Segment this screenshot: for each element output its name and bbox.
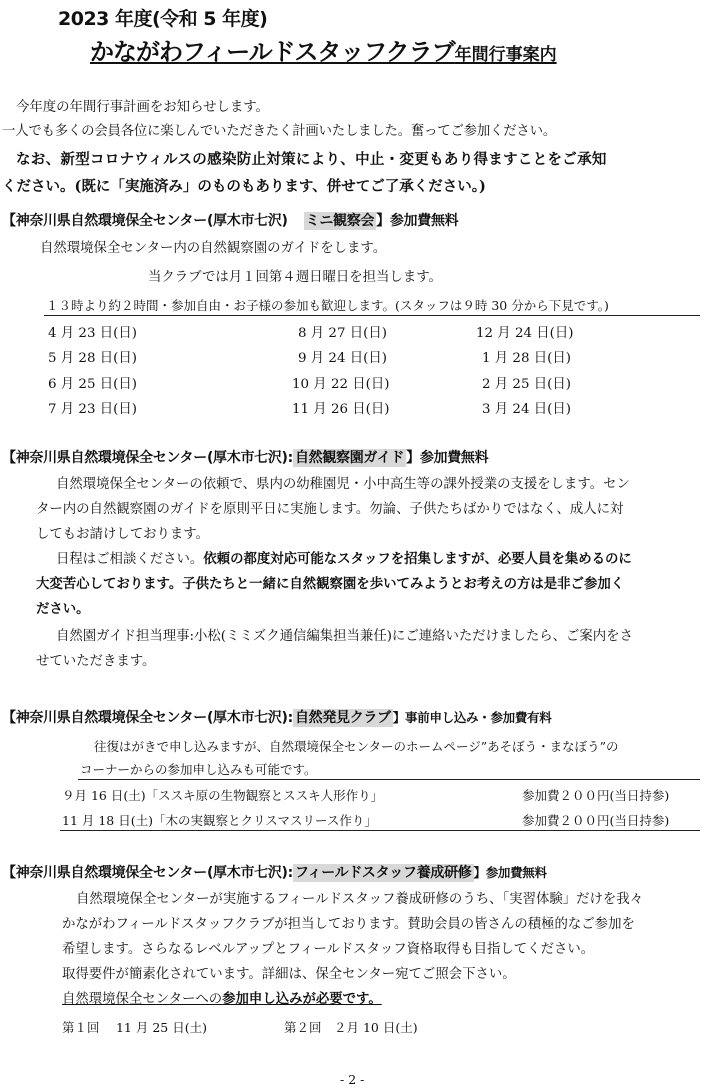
intro-line-3: なお、新型コロナウィルスの感染防止対策により、中止・変更もあり得ますことをご承知: [16, 151, 607, 168]
session-1: 第１回 11 月 25 日(土): [62, 1020, 207, 1035]
section2-line-6: ださい。: [36, 601, 90, 617]
section3-header-highlight: 自然発見クラブ: [294, 710, 391, 726]
intro-line-2: 一人でも多くの会員各位に楽しんでいただきたく計画いたしました。奮ってご参加ください。: [2, 124, 557, 139]
section1-line-3: １３時より約２時間・参加自由・お子様の参加も歓迎します。(スタッフは９時 30 分から下見です。): [46, 298, 609, 313]
section4-line-4: 取得要件が簡素化されています。詳細は、保全センター宛てご照会下さい。: [62, 967, 516, 982]
date-cell: 7 月 23 日(日): [48, 402, 137, 417]
section3-header-post: 】事前申し込み・参加費有料: [392, 710, 552, 725]
intro-line-4: ください。(既に「実施済み」のものもあります、併せてご了承ください。): [2, 178, 486, 195]
divider: [78, 779, 700, 780]
divider: [44, 315, 700, 316]
date-cell: 3 月 24 日(日): [482, 402, 571, 417]
section2-line-4a: 日程はご相談ください。: [56, 552, 204, 567]
date-cell: 2 月 25 日(日): [482, 377, 571, 392]
section4-line-5a: 自然環境保全センターへの: [62, 992, 223, 1007]
section-header-nature-club: [2, 707, 551, 727]
section3-line-2: コーナーからの参加申し込みも可能です。: [80, 762, 317, 777]
page-title: [90, 32, 557, 67]
club-name: かながわフィールドスタッフクラブ: [90, 38, 455, 66]
section4-header-post: 】参加費無料: [473, 865, 547, 880]
section2-line-5: 大変苦心しております。子供たちと一緒に自然観察園を歩いてみようとお考えの方は是非ご参加く: [36, 576, 625, 592]
section2-header-pre: 【神奈川県自然環境保全センター(厚木市七沢):: [2, 450, 293, 466]
date-cell: 11 月 26 日(日): [292, 402, 390, 417]
section2-line-3: してもお請けしております。: [36, 527, 210, 542]
section4-line-3: 希望します。さらなるレベルアップとフィールドスタッフ資格取得も目指してください。: [62, 942, 595, 957]
section4-header-pre: 【神奈川県自然環境保全センター(厚木市七沢):: [2, 865, 293, 881]
date-cell: 10 月 22 日(日): [292, 377, 390, 392]
section4-line-5b: 参加申し込みが必要です。: [222, 991, 382, 1007]
event-date: ９月 16 日(土)「ススキ原の生物観察とススキ人形作り」: [62, 788, 384, 803]
fiscal-year-title: 2023 年度(令和 5 年度): [58, 8, 268, 30]
section-header-mini-observation: [2, 210, 458, 230]
section2-header-post: 】参加費無料: [406, 450, 489, 466]
section1-line-2: 当クラブでは月１回第４週日曜日を担当します。: [148, 270, 442, 285]
section4-header-highlight: フィールドスタッフ養成研修: [294, 865, 472, 881]
section3-header-pre: 【神奈川県自然環境保全センター(厚木市七沢):: [2, 710, 293, 726]
session-2: 第２回 ２月 10 日(土): [284, 1020, 418, 1035]
intro-line-1: 今年度の年間行事計画をお知らせします。: [16, 100, 269, 115]
event-fee: 参加費２００円(当日持参): [522, 788, 670, 803]
section-header-garden-guide: [2, 447, 488, 467]
section1-header-highlight: ミニ観察会: [305, 213, 375, 229]
event-date: 11 月 18 日(土)「木の実観察とクリスマスリース作り」: [62, 813, 377, 828]
section4-line-5: [62, 993, 382, 1006]
section2-line-8: せていただきます。: [36, 654, 156, 669]
section2-line-1: 自然環境保全センターの依頼で、県内の幼稚園児・小中高生等の課外授業の支援をします。セン: [56, 477, 630, 492]
section1-header-pre: 【神奈川県自然環境保全センター(厚木市七沢): [2, 213, 288, 229]
date-cell: 4 月 23 日(日): [48, 326, 137, 341]
section2-line-2: ター内の自然観察園のガイドを原則平日に実施します。勿論、子供たちばかりではなく、成人に対: [36, 502, 624, 517]
section3-line-1: 往復はがきで申し込みますが、自然環境保全センターのホームページ”あそぼう・まなぼう”の: [94, 739, 619, 754]
divider: [60, 830, 700, 831]
section-header-staff-training: [2, 862, 547, 882]
section1-header-post: 】参加費無料: [376, 213, 459, 229]
section1-line-1: 自然環境保全センター内の自然観察園のガイドをします。: [40, 241, 387, 256]
section4-line-1: 自然環境保全センターが実施するフィールドスタッフ養成研修のうち、「実習体験」だけを我々: [76, 892, 644, 907]
date-cell: 8 月 27 日(日): [298, 326, 387, 341]
date-cell: 6 月 25 日(日): [48, 377, 137, 392]
title-suffix: 年間行事案内: [454, 45, 557, 65]
date-cell: 12 月 24 日(日): [476, 326, 574, 341]
date-cell: 5 月 28 日(日): [48, 351, 137, 366]
page-number: - 2 -: [340, 1072, 365, 1087]
section2-header-highlight: 自然観察園ガイド: [294, 450, 405, 466]
section2-line-4: [56, 553, 632, 566]
date-cell: 9 月 24 日(日): [298, 351, 387, 366]
section2-line-4b: 依頼の都度対応可能なスタッフを招集しますが、必要人員を集めるのに: [203, 551, 632, 567]
date-cell: 1 月 28 日(日): [482, 351, 571, 366]
section2-line-7: 自然園ガイド担当理事:小松(ミミズク通信編集担当兼任)にご連絡いただけましたら、ご案内をさ: [56, 629, 633, 644]
section4-line-2: かながわフィールドスタッフクラブが担当しております。賛助会員の皆さんの積極的なご参加を: [62, 917, 635, 932]
event-fee: 参加費２００円(当日持参): [522, 813, 670, 828]
